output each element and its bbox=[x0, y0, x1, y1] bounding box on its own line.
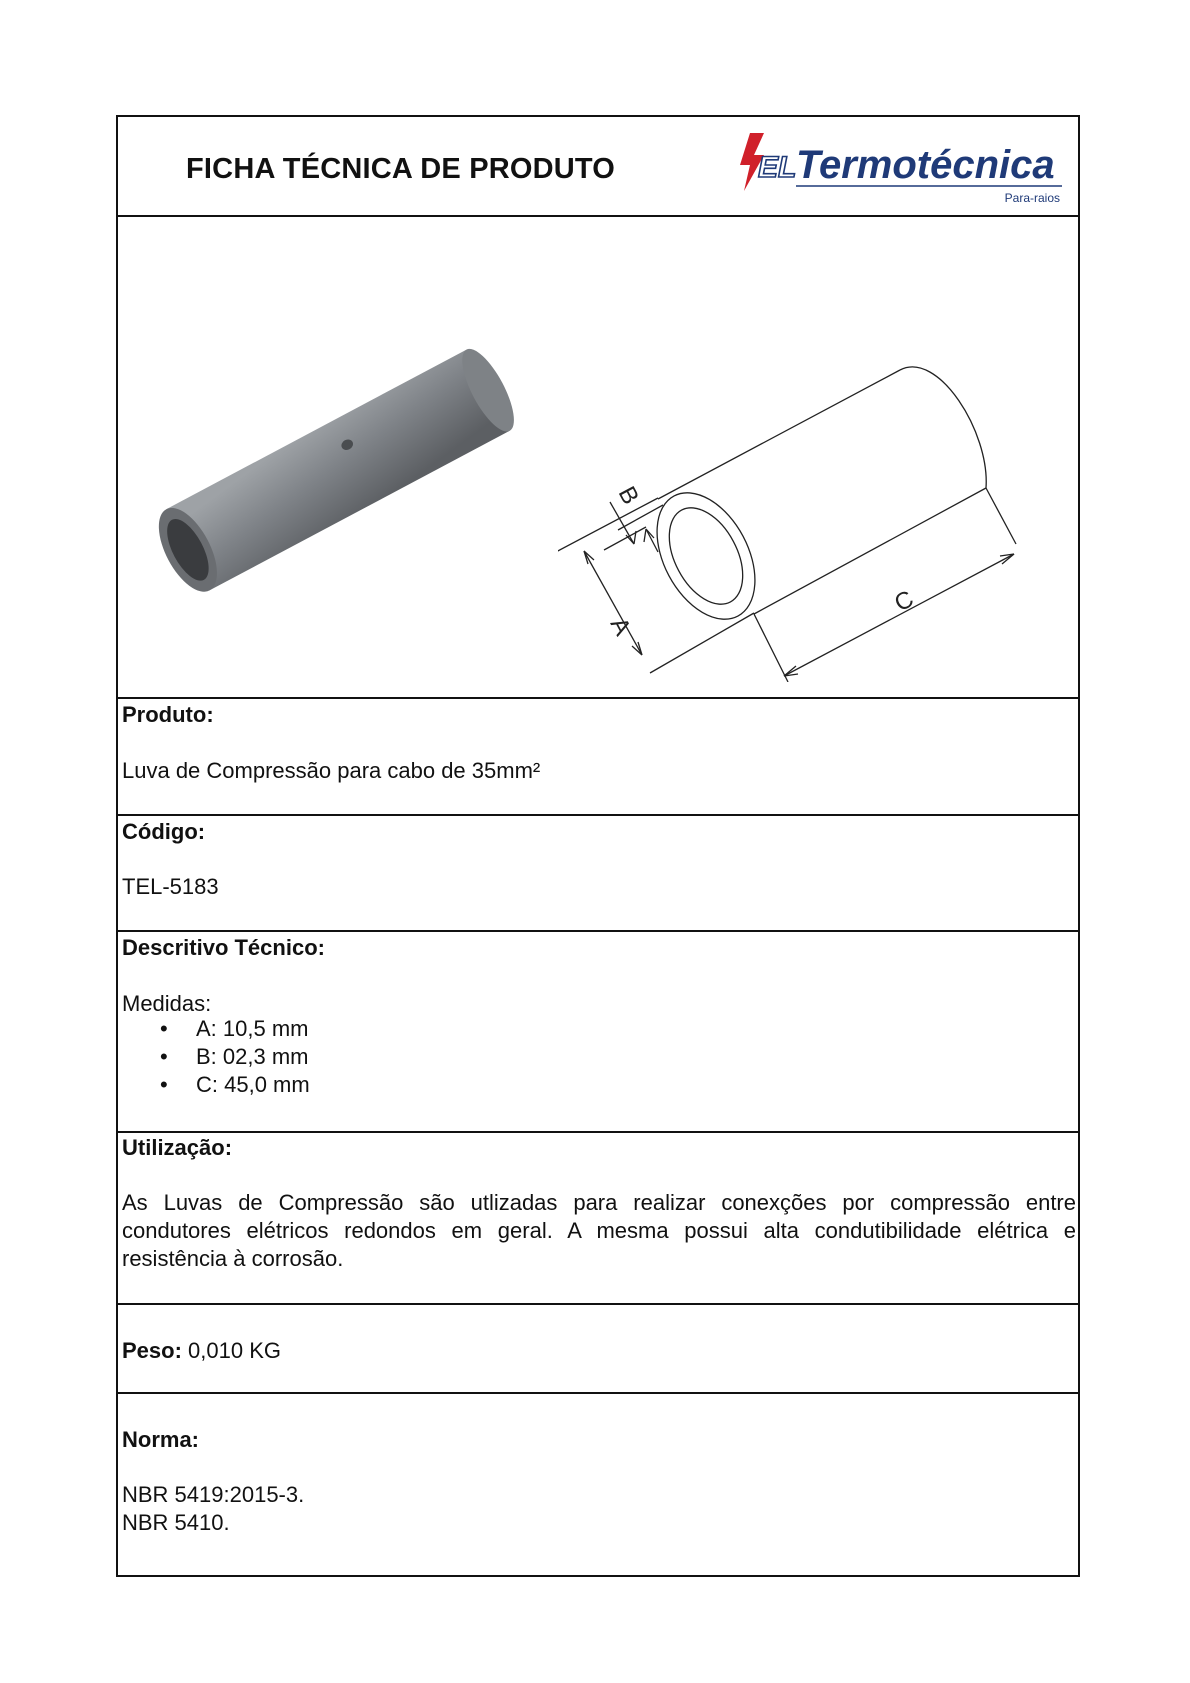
divider bbox=[118, 1392, 1078, 1394]
utilizacao-text: As Luvas de Compressão são utlizadas para realizar conexções por compressão entre condutores elétricos redondos em geral. A mesma possui alta condutibilidade elétrica e resistência à corrosão. bbox=[122, 1190, 1076, 1271]
list-item bbox=[158, 1071, 310, 1099]
produto-label: Produto: bbox=[122, 702, 214, 727]
divider bbox=[118, 697, 1078, 699]
tel-mark bbox=[740, 133, 796, 191]
medidas-list bbox=[158, 1015, 310, 1099]
norma-line-2: NBR 5410. bbox=[122, 1510, 230, 1535]
svg-text:EL: EL bbox=[758, 151, 797, 184]
peso-value: 0,010 KG bbox=[188, 1338, 281, 1363]
divider bbox=[118, 1131, 1078, 1133]
list-item bbox=[158, 1043, 310, 1071]
divider bbox=[118, 814, 1078, 816]
medida-a: A: 10,5 mm bbox=[196, 1016, 309, 1041]
logo-text: Termotécnica bbox=[796, 143, 1055, 187]
peso-row bbox=[122, 1338, 281, 1364]
descritivo-label: Descritivo Técnico: bbox=[122, 935, 325, 960]
medida-c: C: 45,0 mm bbox=[196, 1072, 310, 1097]
termotecnica-logo bbox=[730, 125, 1070, 210]
norma-label: Norma: bbox=[122, 1427, 200, 1452]
divider bbox=[118, 1303, 1078, 1305]
label-b: B bbox=[612, 482, 645, 509]
codigo-label: Código: bbox=[122, 819, 206, 844]
divider bbox=[118, 215, 1078, 217]
logo-subtext: Para-raios bbox=[1004, 191, 1060, 205]
bullet: • bbox=[160, 1072, 168, 1097]
divider bbox=[118, 930, 1078, 932]
medidas-label: Medidas: bbox=[122, 991, 212, 1016]
utilizacao-label: Utilização: bbox=[122, 1135, 233, 1160]
product-photo bbox=[148, 265, 528, 665]
medida-b: B: 02,3 mm bbox=[196, 1044, 309, 1069]
label-a: A bbox=[604, 613, 637, 640]
produto-value: Luva de Compressão para cabo de 35mm² bbox=[122, 758, 541, 783]
bullet: • bbox=[160, 1044, 168, 1069]
label-c: C bbox=[890, 585, 919, 618]
list-item bbox=[158, 1015, 310, 1043]
norma-line-1: NBR 5419:2015-3. bbox=[122, 1482, 305, 1507]
bullet: • bbox=[160, 1016, 168, 1041]
page-title: FICHA TÉCNICA DE PRODUTO bbox=[186, 153, 616, 185]
peso-label: Peso: bbox=[122, 1338, 182, 1363]
product-sheet bbox=[116, 115, 1080, 1577]
codigo-value: TEL-5183 bbox=[122, 874, 219, 899]
dimension-drawing bbox=[558, 242, 1028, 682]
